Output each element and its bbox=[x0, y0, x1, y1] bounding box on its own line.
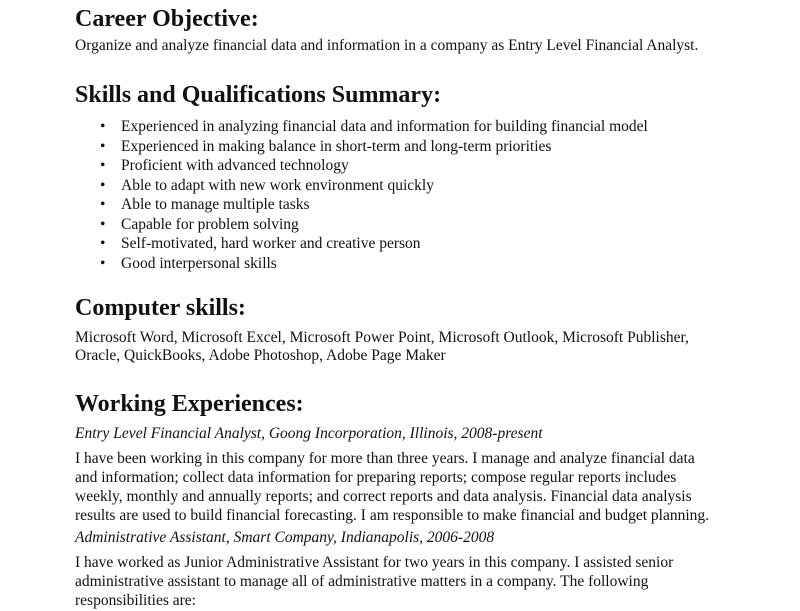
job-description-line: I have worked as Junior Administrative Assistant for two years in this company. I assisted senior bbox=[75, 554, 674, 571]
list-item: • Capable for problem solving bbox=[100, 215, 299, 233]
computer-skills-line: Microsoft Word, Microsoft Excel, Microsoft Power Point, Microsoft Outlook, Microsoft Publisher, bbox=[75, 329, 689, 346]
list-item: • Self-motivated, hard worker and creative person bbox=[100, 235, 421, 252]
list-item: • Able to manage multiple tasks bbox=[100, 196, 310, 213]
list-item: • Proficient with advanced technology bbox=[100, 157, 349, 174]
job-description-line: administrative assistant to manage all of administrative matters in a company. The following bbox=[75, 573, 649, 590]
job-description-line: weekly, monthly and annually reports; and correct reports and data analysis. Financial data analysis bbox=[75, 488, 692, 505]
bullet-icon: • bbox=[100, 196, 106, 213]
job-description-line: and information; collect data information for preparing reports; compose regular reports includes bbox=[75, 469, 677, 486]
bullet-icon: • bbox=[100, 215, 106, 233]
list-item: • Experienced in making balance in short-term and long-term priorities bbox=[100, 137, 552, 155]
job-title: Administrative Assistant, Smart Company, Indianapolis, 2006-2008 bbox=[75, 529, 495, 546]
bullet-icon: • bbox=[100, 157, 106, 174]
career-objective-heading: Career Objective: bbox=[75, 6, 259, 32]
job-title: Entry Level Financial Analyst, Goong Incorporation, Illinois, 2008-present bbox=[75, 425, 543, 442]
job-description-line: I have been working in this company for more than three years. I manage and analyze financial data bbox=[75, 450, 695, 467]
bullet-icon: • bbox=[100, 176, 106, 194]
skills-list bbox=[100, 117, 648, 273]
list-item: • Experienced in analyzing financial data and information for building financial model bbox=[100, 118, 648, 135]
skills-heading: Skills and Qualifications Summary: bbox=[75, 82, 442, 108]
computer-skills-line: Oracle, QuickBooks, Adobe Photoshop, Adobe Page Maker bbox=[75, 347, 446, 364]
working-experiences-heading: Working Experiences: bbox=[75, 391, 304, 417]
list-item: • Good interpersonal skills bbox=[100, 254, 277, 272]
career-objective-text: Organize and analyze financial data and information in a company as Entry Level Financial Analyst. bbox=[75, 37, 699, 54]
bullet-icon: • bbox=[100, 137, 106, 155]
job-description-line: responsibilities are: bbox=[75, 592, 196, 609]
bullet-icon: • bbox=[100, 235, 106, 252]
job-description-line: results are used to build financial forecasting. I am responsible to make financial and budget planning. bbox=[75, 507, 710, 524]
computer-skills-heading: Computer skills: bbox=[75, 295, 246, 321]
bullet-icon: • bbox=[100, 254, 106, 272]
list-item: • Able to adapt with new work environment quickly bbox=[100, 176, 434, 194]
bullet-icon: • bbox=[100, 118, 106, 135]
